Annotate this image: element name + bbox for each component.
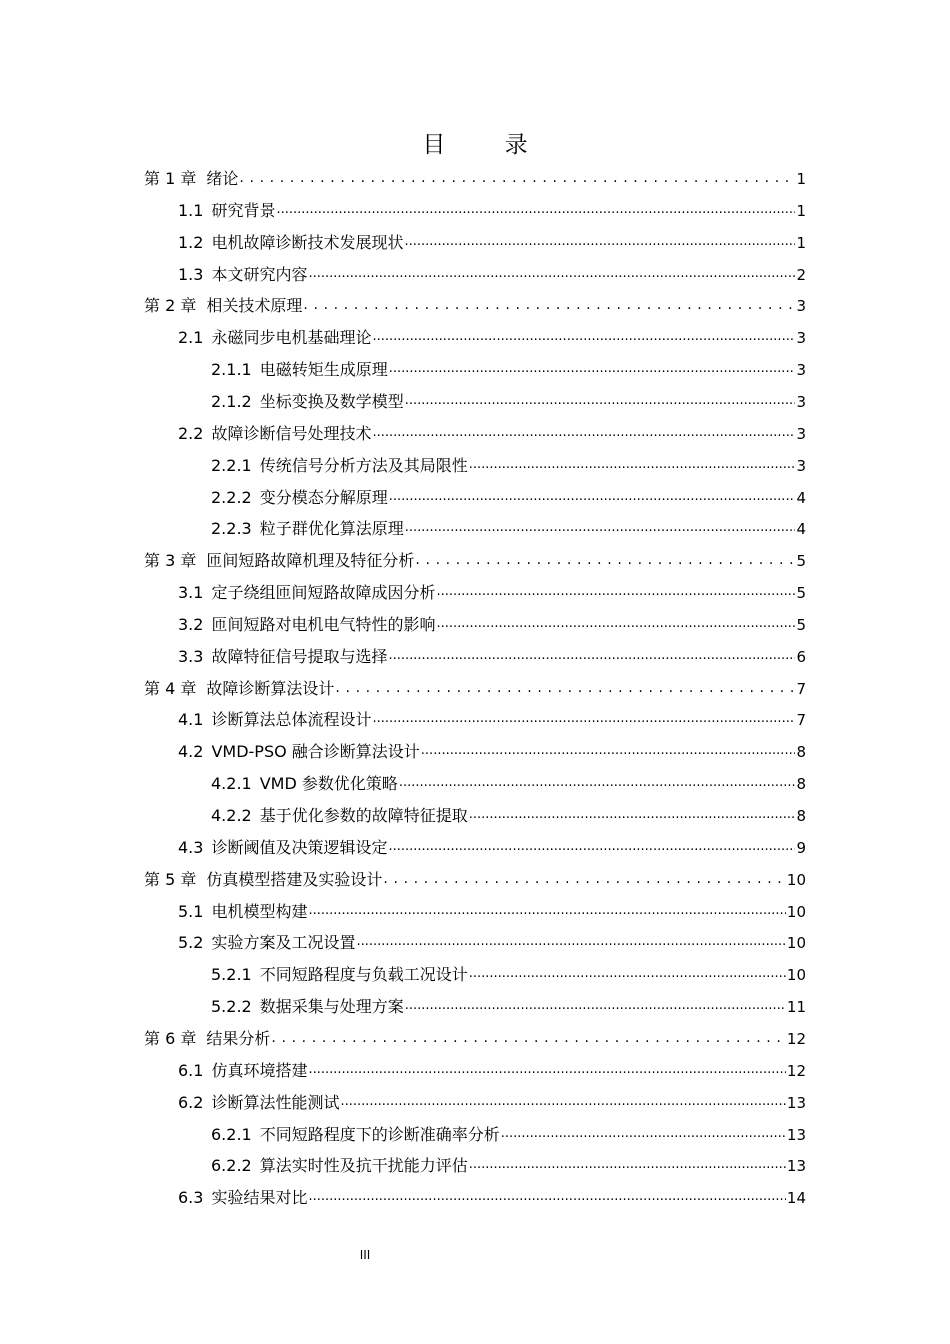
toc-entry[interactable] [144,707,806,731]
toc-entry[interactable] [144,230,806,254]
toc-entry-label [144,200,275,222]
toc-entry-page: 10 [786,870,806,889]
toc-entry-page: 10 [786,934,806,953]
toc-entry-page: 3 [796,424,806,443]
toc-entry-label [144,550,414,572]
toc-entry-number: 4.2.2 [211,806,252,825]
toc-entry-title: 电机模型构建 [211,901,308,921]
toc-dot-leader [356,932,785,954]
toc-entry-number: 4.1 [178,710,204,730]
toc-entry-title: VMD 参数优化策略 [259,774,398,794]
toc-entry-label [144,646,387,668]
toc-entry-number: 6.2.1 [211,1124,252,1144]
toc-entry-title: 故障诊断信号处理技术 [211,423,372,443]
toc-entry[interactable] [144,835,806,859]
toc-entry-label [144,901,307,923]
toc-entry-number: 6.3 [178,1188,204,1208]
toc-entry-number: 3.3 [178,646,204,666]
toc-dot-leader [372,327,795,349]
toc-entry-number: 5.1 [178,901,204,921]
toc-entry-label [144,487,388,509]
toc-entry[interactable] [144,548,806,572]
toc-entry-number: 1.2 [178,232,204,252]
toc-entry[interactable] [144,357,806,381]
toc-entry-page: 8 [796,775,806,794]
toc-entry-label [144,1092,339,1114]
toc-entry-page: 14 [786,1189,806,1208]
toc-entry-page: 12 [786,1029,806,1048]
toc-entry-number: 6.1 [178,1060,204,1080]
toc-entry-number: 2.2 [178,423,204,443]
toc-entry-label [144,582,435,604]
toc-entry-page: 11 [786,998,806,1017]
toc-entry-title: 变分模态分解原理 [259,487,388,507]
toc-dot-leader [276,200,795,222]
toc-entry-label [144,678,334,700]
toc-entry[interactable] [144,1058,806,1082]
toc-entry-title: 相关技术原理 [206,296,303,316]
page-number-footer: III [359,1248,371,1262]
toc-entry-label [144,264,307,286]
toc-dot-leader [421,741,796,763]
toc-dot-leader [308,1060,785,1082]
toc-dot-leader [271,1028,786,1050]
toc-entry-title: 仿真模型搭建及实验设计 [206,869,383,889]
toc-entry-page: 2 [796,265,806,284]
toc-dot-leader [415,550,795,572]
toc-entry-number: 3.2 [178,614,204,634]
toc-entry-page: 3 [796,456,806,475]
toc-entry-title: VMD-PSO 融合诊断算法设计 [211,742,420,762]
toc-dot-leader [389,487,796,509]
toc-dot-leader [340,1092,785,1114]
toc-dot-leader [335,678,795,700]
toc-entry-page: 1 [796,233,806,252]
toc-entry-page: 6 [796,647,806,666]
toc-entry-title: 电磁转矩生成原理 [259,360,388,380]
toc-entry-title: 本文研究内容 [211,264,308,284]
toc-entry[interactable] [144,1185,806,1209]
toc-entry[interactable] [144,580,806,604]
toc-dot-leader [469,1155,786,1177]
toc-entry-number: 2.2.1 [211,455,252,475]
toc-entry-page: 13 [786,1157,806,1176]
toc-entry-page: 1 [796,201,806,220]
toc-entry-page: 3 [796,361,806,380]
toc-entry-number: 2.2.3 [211,519,252,539]
toc-entry[interactable] [144,1122,806,1146]
toc-entry-number: 第 4 章 [144,678,197,698]
toc-entry-label [144,1187,307,1209]
toc-entry-page: 5 [796,615,806,634]
toc-entry[interactable] [144,930,806,954]
toc-entry-number: 2.1 [178,328,204,348]
toc-entry-number: 3.1 [178,583,204,603]
toc-entry-page: 10 [786,902,806,921]
toc-entry-label [144,1155,468,1177]
toc-entry-label [144,932,355,954]
toc-entry-label [144,359,388,381]
toc-dot-leader [405,996,786,1018]
toc-entry-page: 8 [796,807,806,825]
toc-entry-number: 1.3 [178,264,204,284]
toc-entry-page: 5 [796,584,806,603]
toc-entry[interactable] [144,166,806,190]
toc-entry-page: 7 [796,711,806,730]
toc-entry[interactable] [144,644,806,668]
toc-entry-title: 结果分析 [206,1028,271,1048]
toc-entry-label [144,295,302,317]
toc-entry[interactable] [144,739,806,763]
toc-entry-title: 算法实时性及抗干扰能力评估 [259,1156,468,1176]
toc-entry[interactable] [144,198,806,222]
toc-entry-label [144,391,404,413]
toc-entry-label [144,455,468,477]
toc-entry[interactable] [144,612,806,636]
toc-entry-title: 绪论 [206,169,239,188]
toc-entry-title: 匝间短路故障机理及特征分析 [206,551,415,571]
toc-entry-title: 实验结果对比 [211,1188,308,1208]
toc-entry-number: 4.2 [178,742,204,762]
toc-entry-title: 诊断算法总体流程设计 [211,710,372,730]
toc-entry-label [144,805,468,827]
toc-entry[interactable] [144,1090,806,1114]
toc-entry[interactable] [144,867,806,891]
toc-entry[interactable] [144,1153,806,1177]
toc-entry-number: 第 3 章 [144,551,197,571]
toc-dot-leader [501,1124,786,1146]
toc-entry-title: 故障特征信号提取与选择 [211,646,388,666]
toc-entry[interactable] [144,293,806,317]
toc-entry-number: 第 1 章 [144,169,197,188]
toc-entry-title: 诊断阈值及决策逻辑设定 [211,837,388,857]
toc-entry-label [144,327,371,349]
toc-entry[interactable] [144,421,806,445]
toc-entry-title: 不同短路程度下的诊断准确率分析 [259,1124,500,1144]
toc-entry-title: 仿真环境搭建 [211,1060,308,1080]
toc-entry[interactable] [144,325,806,349]
toc-dot-leader [404,232,795,254]
toc-entry-title: 坐标变换及数学模型 [259,391,404,411]
toc-entry[interactable] [144,803,806,827]
toc-entry-page: 3 [796,392,806,411]
toc-entry-label [144,964,468,986]
toc-entry-title: 实验方案及工况设置 [211,933,356,953]
toc-dot-leader [308,901,785,923]
toc-entry-label [144,869,382,891]
toc-entry[interactable] [144,962,806,986]
toc-dot-leader [389,359,796,381]
toc-entry-page: 5 [796,552,806,571]
toc-dot-leader [303,295,795,317]
toc-entry-page: 13 [786,1125,806,1144]
toc-entry[interactable] [144,1026,806,1050]
toc-dot-leader [388,837,795,859]
toc-entry[interactable] [144,516,806,540]
toc-dot-leader [308,264,795,286]
toc-entry-page: 8 [796,743,806,762]
toc-dot-leader [436,614,795,636]
toc-entry-title: 定子绕组匝间短路故障成因分析 [211,583,436,603]
toc-entry-number: 2.1.2 [211,391,252,411]
toc-entry-title: 传统信号分析方法及其局限性 [259,455,468,475]
toc-entry-page: 3 [796,297,806,316]
toc-entry-title: 永磁同步电机基础理论 [211,328,372,348]
toc-entry-label [144,1028,270,1050]
toc-entry-title: 粒子群优化算法原理 [259,519,404,539]
toc-entry-label [144,837,387,859]
toc-dot-leader [469,964,786,986]
toc-entry-number: 第 2 章 [144,296,197,316]
toc-entry-number: 6.2.2 [211,1156,252,1176]
toc-entry-page: 12 [786,1061,806,1080]
toc-entry-label [144,1060,307,1082]
toc-entry[interactable] [144,262,806,286]
toc-entry-number: 2.1.1 [211,360,252,380]
toc-entry-label [144,168,238,190]
toc-dot-leader [372,709,795,731]
toc-entry-title: 数据采集与处理方案 [259,997,404,1017]
toc-entry-page: 9 [796,838,806,857]
toc-entry-number: 4.3 [178,837,204,857]
toc-dot-leader [308,1187,785,1209]
toc-dot-leader [405,391,796,413]
toc-entry[interactable] [144,485,806,509]
toc-entry-number: 第 5 章 [144,869,197,889]
toc-entry-label [144,423,371,445]
toc-entry-number: 6.2 [178,1092,204,1112]
toc-entry-page: 13 [786,1093,806,1112]
toc-entry-title: 诊断算法性能测试 [211,1092,340,1112]
toc-entry-label [144,773,398,795]
toc-entry-number: 第 6 章 [144,1028,197,1048]
toc-entry[interactable] [144,994,806,1018]
toc-entry-number: 5.2.1 [211,965,252,985]
toc-dot-leader [388,646,795,668]
toc-entry-label [144,709,371,731]
toc-dot-leader [469,805,796,827]
toc-dot-leader [399,773,796,795]
toc-entry-number: 2.2.2 [211,487,252,507]
toc-dot-leader [436,582,795,604]
toc-entry-page: 7 [796,679,806,698]
toc-dot-leader [239,168,795,190]
toc-entry-label [144,996,404,1018]
toc-entry[interactable] [144,676,806,700]
toc-entry-page: 1 [796,170,806,188]
toc-entry-label [144,1124,500,1146]
toc-entry[interactable] [144,453,806,477]
toc-entry[interactable] [144,899,806,923]
toc-entry-number: 5.2 [178,933,204,953]
toc-entry-number: 5.2.2 [211,997,252,1017]
toc-dot-leader [469,455,796,477]
toc-entry-title: 基于优化参数的故障特征提取 [259,806,468,825]
toc-entry-label [144,614,435,636]
toc-entry-page: 4 [796,488,806,507]
toc-entry-page: 10 [786,966,806,985]
toc-dot-leader [405,518,796,540]
toc-entry-page: 4 [796,520,806,539]
page-title: 目 录 [422,132,554,158]
toc-entry-label [144,518,404,540]
toc-entry-title: 故障诊断算法设计 [206,678,335,698]
toc-entry-number: 1.1 [178,200,204,220]
toc-entry-label [144,232,403,254]
toc-entry-title: 研究背景 [211,200,276,220]
toc-entry-number: 4.2.1 [211,774,252,794]
toc-entry-title: 电机故障诊断技术发展现状 [211,232,404,252]
toc-entry-page: 3 [796,329,806,348]
toc-entry-label [144,741,420,763]
toc-dot-leader [383,869,786,891]
toc-entry[interactable] [144,389,806,413]
toc-entry-title: 匝间短路对电机电气特性的影响 [211,614,436,634]
toc-entry-title: 不同短路程度与负载工况设计 [259,965,468,985]
toc-dot-leader [372,423,795,445]
toc-entry[interactable] [144,771,806,795]
